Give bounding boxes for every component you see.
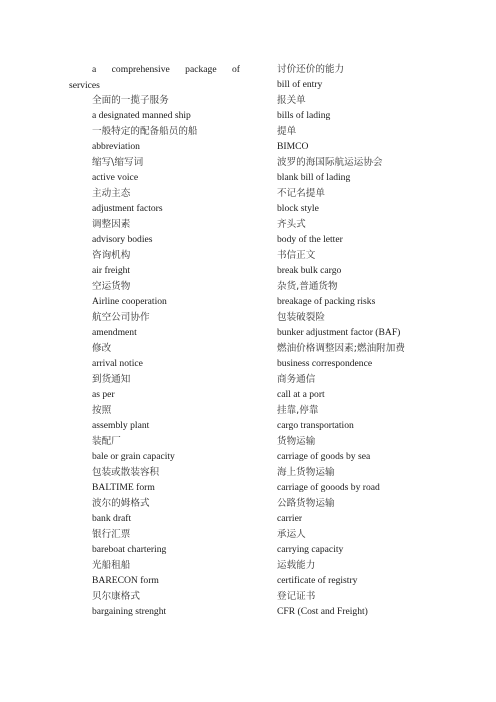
glossary-entry xyxy=(92,387,240,418)
term-chinese: 贝尔康格式 xyxy=(92,591,140,602)
term-english: carriage of goods by sea xyxy=(277,451,371,462)
term-english: bale or grain capacity xyxy=(92,451,175,462)
glossary-entry xyxy=(277,232,457,263)
term-chinese: 报关单 xyxy=(277,95,306,106)
term-chinese: 航空公司协作 xyxy=(92,312,150,323)
term-english: break bulk cargo xyxy=(277,265,342,276)
term-chinese: 装配厂 xyxy=(92,436,121,447)
term-english: arrival notice xyxy=(92,358,143,369)
glossary-entry xyxy=(277,480,457,511)
glossary-entry xyxy=(92,263,240,294)
term-chinese: 修改 xyxy=(92,343,112,354)
term-chinese: 承运人 xyxy=(277,529,306,540)
glossary-entry xyxy=(277,604,457,620)
term-english: BIMCO xyxy=(277,141,309,152)
glossary-entry xyxy=(92,604,240,620)
term-english: CFR (Cost and Freight) xyxy=(277,606,368,617)
term-chinese: 按照 xyxy=(92,405,112,416)
term-english: blank bill of lading xyxy=(277,172,351,183)
term-english: bank draft xyxy=(92,513,132,524)
glossary-entry xyxy=(92,201,240,232)
term-english: bill of entry xyxy=(277,79,323,90)
glossary-entry xyxy=(92,449,240,480)
glossary-entry xyxy=(92,294,240,325)
term-english: a designated manned ship xyxy=(92,110,191,121)
term-chinese: 到货通知 xyxy=(92,374,131,385)
term-chinese: 运载能力 xyxy=(277,560,316,571)
glossary-entry xyxy=(277,139,457,170)
glossary-entry xyxy=(92,170,240,201)
term-chinese: 波罗的海国际航运运协会 xyxy=(277,157,383,168)
glossary-entry xyxy=(277,511,457,542)
term-english: bargaining strenght xyxy=(92,606,167,617)
term-chinese: 空运货物 xyxy=(92,281,131,292)
glossary-right-list xyxy=(277,77,457,620)
glossary-entry xyxy=(92,542,240,573)
glossary-entry xyxy=(277,170,457,201)
glossary-entry xyxy=(277,294,457,325)
term-english: a comprehensive package of xyxy=(92,64,240,75)
term-english: block style xyxy=(277,203,319,214)
term-english: Airline cooperation xyxy=(92,296,167,307)
term-chinese: 包装破裂险 xyxy=(277,312,325,323)
term-chinese: 提单 xyxy=(277,126,297,137)
term-english: carrying capacity xyxy=(277,544,344,555)
term-chinese: 公路货物运输 xyxy=(277,498,335,509)
term-chinese: 讨价还价的能力 xyxy=(277,64,345,75)
glossary-entry xyxy=(277,263,457,294)
glossary-entry xyxy=(277,387,457,418)
glossary-entry xyxy=(92,139,240,170)
glossary-right-column xyxy=(277,62,457,620)
term-english: BALTIME form xyxy=(92,482,155,493)
term-english: adjustment factors xyxy=(92,203,163,214)
term-chinese: 商务通信 xyxy=(277,374,316,385)
term-english: BARECON form xyxy=(92,575,159,586)
glossary-entry xyxy=(92,480,240,511)
glossary-entry xyxy=(277,77,457,108)
glossary-entry xyxy=(277,449,457,480)
glossary-entry xyxy=(277,356,457,387)
term-chinese: 主动主态 xyxy=(92,188,131,199)
term-chinese: 波尔的姆格式 xyxy=(92,498,150,509)
glossary-entry xyxy=(277,108,457,139)
glossary-entry xyxy=(277,201,457,232)
term-chinese: 燃油价格调整因素;燃油附加费 xyxy=(277,343,405,354)
term-chinese: 缩写\缩写词 xyxy=(92,157,144,168)
glossary-left-column xyxy=(69,62,240,620)
term-chinese: 咨询机构 xyxy=(92,250,131,261)
term-english: bareboat chartering xyxy=(92,544,167,555)
term-english: bills of lading xyxy=(277,110,331,121)
term-english: certificate of registry xyxy=(277,575,358,586)
term-english: breakage of packing risks xyxy=(277,296,376,307)
term-english: call at a port xyxy=(277,389,325,400)
term-english: active voice xyxy=(92,172,139,183)
term-english: assembly plant xyxy=(92,420,150,431)
term-chinese: 一般特定的配备船员的船 xyxy=(92,126,198,137)
term-chinese: 杂货,普通货物 xyxy=(277,281,338,292)
term-english: as per xyxy=(92,389,115,400)
glossary-entry xyxy=(92,418,240,449)
term-english: carrier xyxy=(277,513,303,524)
term-english: carriage of gooods by road xyxy=(277,482,380,493)
term-chinese: 不记名提单 xyxy=(277,188,325,199)
term-chinese: 登记证书 xyxy=(277,591,316,602)
term-chinese: 调整因素 xyxy=(92,219,131,230)
glossary-entry xyxy=(92,325,240,356)
term-chinese: 海上货物运输 xyxy=(277,467,335,478)
term-chinese: 货物运输 xyxy=(277,436,316,447)
glossary-entry xyxy=(69,62,240,108)
glossary-entry xyxy=(277,418,457,449)
term-english-continuation: services xyxy=(69,80,100,91)
term-english: body of the letter xyxy=(277,234,343,245)
glossary-entry xyxy=(92,511,240,542)
term-chinese: 光船租船 xyxy=(92,560,131,571)
term-english: abbreviation xyxy=(92,141,140,152)
term-chinese: 挂靠,停靠 xyxy=(277,405,319,416)
glossary-entry xyxy=(92,232,240,263)
glossary-entry xyxy=(277,325,457,356)
term-english: business correspondence xyxy=(277,358,373,369)
term-chinese: 书信正文 xyxy=(277,250,316,261)
glossary-entry xyxy=(92,573,240,604)
term-english: advisory bodies xyxy=(92,234,153,245)
glossary-entry xyxy=(277,573,457,604)
glossary-entry xyxy=(92,108,240,139)
term-chinese: 包装或散装容积 xyxy=(92,467,160,478)
term-english: amendment xyxy=(92,327,137,338)
glossary-left-list xyxy=(92,108,240,620)
term-chinese: 银行汇票 xyxy=(92,529,131,540)
glossary-entry xyxy=(92,356,240,387)
term-chinese: 全面的一揽子服务 xyxy=(92,95,169,106)
term-english: bunker adjustment factor (BAF) xyxy=(277,327,401,338)
term-english: cargo transportation xyxy=(277,420,354,431)
term-chinese: 齐头式 xyxy=(277,219,306,230)
glossary-entry xyxy=(277,542,457,573)
term-english: air freight xyxy=(92,265,131,276)
